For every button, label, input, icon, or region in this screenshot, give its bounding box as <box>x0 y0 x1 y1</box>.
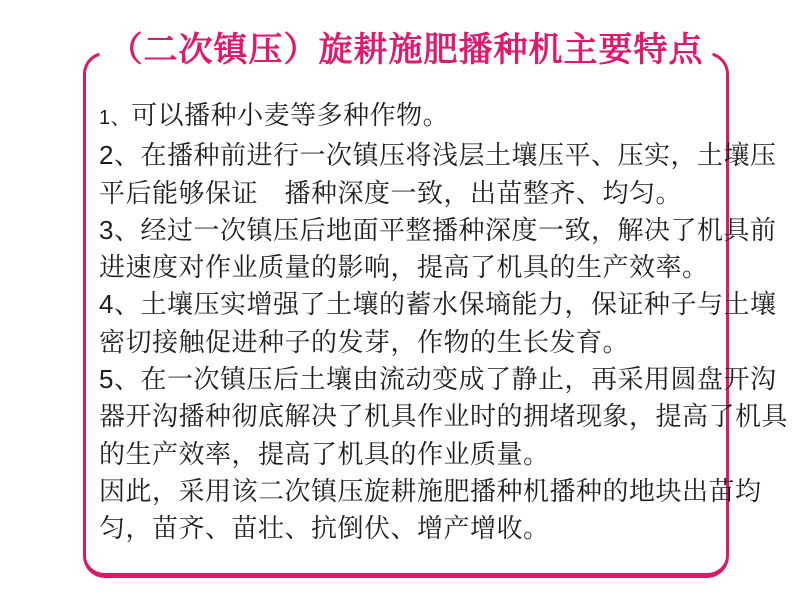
body-line-3: 平后能够保证 播种深度一致，出苗整齐、均匀。 <box>99 177 683 208</box>
body-line-2: 2、在播种前进行一次镇压将浅层土壤压平、压实，土壤压 <box>99 140 777 171</box>
body-line-9: 器开沟播种彻底解决了机具作业时的拥堵现象，提高了机具 <box>99 401 789 432</box>
body-line-1 <box>99 97 713 137</box>
body-line-8: 5、在一次镇压后土壤由流动变成了静止，再采用圆盘开沟 <box>99 364 777 395</box>
panel-body <box>99 97 789 548</box>
list-number: 1、 <box>99 107 132 129</box>
body-line-12: 匀，苗齐、苗壮、抗倒伏、增产增收。 <box>99 513 550 544</box>
body-line-5: 进速度对作业质量的影响，提高了机具的生产效率。 <box>99 252 709 283</box>
feature-panel <box>83 32 789 578</box>
body-line-11: 因此，采用该二次镇压旋耕施肥播种机播种的地块出苗均 <box>99 475 762 506</box>
panel-title: （二次镇压）旋耕施肥播种机主要特点 <box>100 29 713 73</box>
body-line-7: 密切接触促进种子的发芽，作物的生长发育。 <box>99 326 630 357</box>
body-line-4: 3、经过一次镇压后地面平整播种深度一致，解决了机具前 <box>99 214 777 245</box>
body-line-10: 的生产效率，提高了机具的作业质量。 <box>99 438 550 469</box>
body-line-1-text: 可以播种小麦等多种作物。 <box>131 100 450 130</box>
body-line-6: 4、土壤压实增强了土壤的蓄水保墒能力，保证种子与土壤 <box>99 289 777 320</box>
